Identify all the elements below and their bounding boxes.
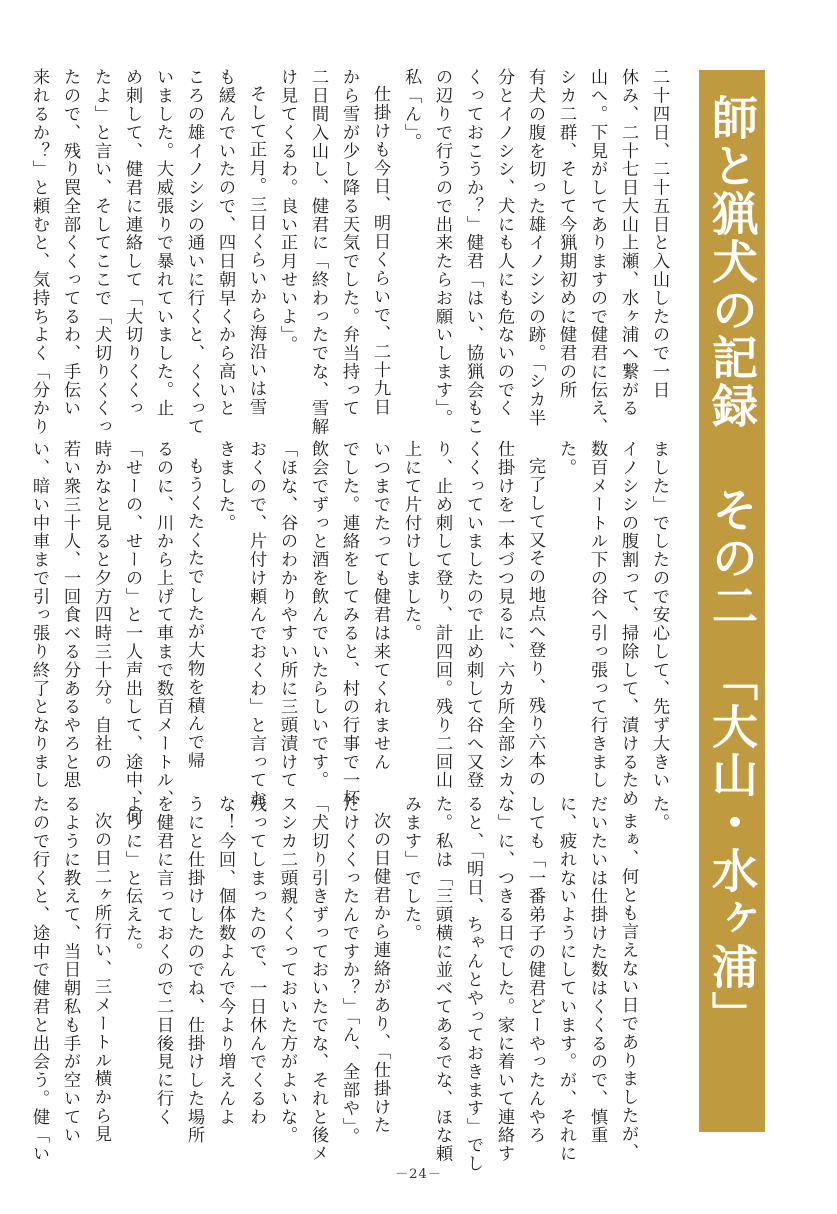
text-line: そして正月。三日くらいから海沿いは雪 [246,85,266,417]
text-line: 「ほな、谷のわかりやすい所に三頭漬けて [277,440,297,790]
text-line: 飲会でずっと酒を飲んでいたらしいです。 [308,440,328,790]
text-tier-bottom [29,795,674,1173]
text-line: 来れるか？」と頼むと、気持ちよく「分かり [29,68,49,436]
tier-middle-body [29,440,674,827]
text-line: しても「一番弟子の健君どーやったんやろ [525,795,545,1145]
text-line: い、暗い中車まで引っ張り終了となりまし [29,440,49,790]
text-line: みます」でした。 [401,795,421,943]
title-main: 師と猟犬の記録 [705,94,759,430]
text-line: 「せーの、せーの」と一人声出して、途中、何 [122,440,142,827]
text-line: 完了して又その地点へ登り、残り六本の [525,457,545,789]
text-line: まぁ、何とも言えない日でありましたが、 [618,812,638,1162]
article-title [699,94,765,1124]
tier-top-body [29,68,674,436]
text-line: 仕掛けも今日、明日くらいで、二十九日 [370,85,390,417]
text-line: スシカ二頭親くくっておいた方がよいな。 [277,795,297,1145]
text-line: くくっていましたので止め刺して谷へ又登 [463,440,483,790]
text-line: シカ二群、そして今猟期初めに健君の所 [556,68,576,400]
text-line: 次の日健君から連絡があり、「仕掛けた [370,812,390,1135]
text-line: の辺りで行うので出来たらお願いします」。 [432,68,452,428]
text-line: 「犬切り引きずっておいたでな、それと後メ [308,795,328,1163]
text-line: 山へ。下見がしてありますので健君に伝え、 [587,68,607,436]
text-line: でした。連絡をしてみると、村の行事で一杯 [339,440,359,808]
text-line: り、止め刺して登り、計四回。残り二回山 [432,440,452,790]
text-line: 休み、二十七日大山上瀬、水ヶ浦へ繋がる [618,68,638,418]
text-line: ると、「明日、ちゃんとやっておきます」でし [463,795,483,1173]
text-line: 数百メートル下の谷へ引っ張って行きまし [587,440,607,790]
text-line: くっておこうか？」健君「はい、協猟会もこ [463,68,483,436]
text-tier-top [29,68,674,436]
text-line: 分とイノシシ、犬にも人にも危ないのでく [494,68,514,418]
page-number: －24－ [395,1167,442,1182]
text-line: るように教えて、当日朝私も手が空いてい [60,795,80,1145]
text-line: 仕掛けを一本づつ見るに、六カ所全部シカ、 [494,440,514,808]
text-line: け見てくるわ。良い正月せいよ」。 [277,68,297,354]
title-band [699,70,765,1132]
text-line: 私「ん」。 [401,68,421,152]
text-line: 二十四日、二十五日と入山したので一日 [649,68,669,400]
text-line: いました。大威張りで暴れていました。止 [153,68,173,418]
text-line: から雪が少し降る天気でした。弁当持って [339,68,359,418]
tier-bottom-body [29,795,674,1173]
text-line: な！今回、個体数よんで今より増えんよ [215,795,235,1127]
text-line: 次の日二ヶ所行い、三メートル横から見 [91,812,111,1144]
text-line: おくので、片付け頼んでおくわ」と言ってお [246,440,266,808]
text-line: た。 [556,440,576,477]
text-line: 有犬の腹を切った雄イノシシの跡。「シカ半 [525,68,545,428]
text-line: 時かなと見ると夕方四時三十分。自社の [91,440,111,772]
title-subtitle: その二 「大山・水ヶ浦」 [705,486,759,1039]
text-line: だいたいは仕掛けた数はくくるので、慎重 [587,795,607,1145]
text-line: もうくたくたでしたが大物を積んで帰 [184,457,204,770]
text-line: た。私は「三頭横に並べてあるでな、ほな頼 [432,795,452,1163]
text-line: たので行くと、途中で健君と出会う。健「い [29,795,49,1163]
text-line: 残ってしまったので、一日休んでくるわ [246,795,266,1127]
text-line: イノシシの腹割って、掃除して、漬けるため [618,440,638,808]
text-line: め刺して、健君に連絡して「大切りくくっ [122,68,142,418]
text-line: な」に、つきる日でした。家に着いて連絡す [494,795,514,1163]
text-line: たよ」と言い、そしてここで「犬切りくくっ [91,68,111,436]
text-line: ました」でしたので安心して、先ず大きい [649,440,669,790]
text-line: たので、残り罠全部くくってるわ、手伝い [60,68,80,418]
text-line: ころの雄イノシシの通いに行くと、くくって [184,68,204,436]
text-line: いつまでたっても健君は来てくれません [370,440,390,772]
text-line: きました。 [215,440,235,532]
text-line: だけくくったんですか？」「ん、全部や」。 [339,795,359,1146]
text-line: に、疲れないようにしています。が、それに [556,795,576,1163]
text-line: 若い衆三十人、一回食べる分あるやろと思 [60,440,80,790]
text-tier-middle [29,440,674,827]
text-line: た。 [649,795,669,832]
text-line: ように」と伝えた。 [122,795,142,961]
text-line: を健君に言っておくので二日後見に行く [153,795,173,1127]
text-line: 二日間入山し、健君に「終わったでな、雪解 [308,68,328,436]
text-line: るのに、川から上げて車まで数百メートル、 [153,440,173,808]
text-line: うにと仕掛けしたのでね、仕掛けした場所 [184,795,204,1145]
text-line: 上にて片付けしました。 [401,440,421,643]
text-line: も緩んでいたので、四日朝早くから高いと [215,68,235,418]
